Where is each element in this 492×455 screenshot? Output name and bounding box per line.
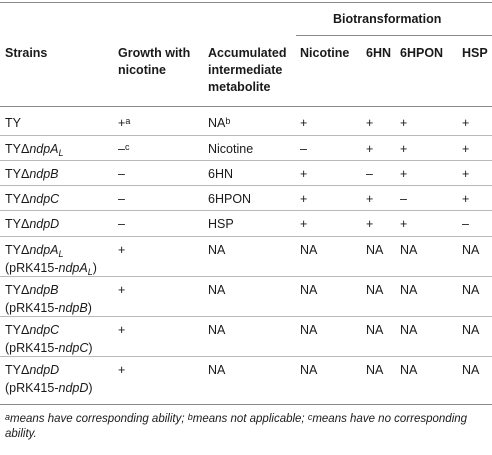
bio-cell-hsp: + bbox=[462, 192, 470, 206]
strain-base: TYΔ bbox=[5, 323, 30, 337]
bottom-rule bbox=[0, 404, 492, 405]
strain-gene-subscript: L bbox=[58, 249, 64, 259]
accum-cell bbox=[208, 142, 253, 157]
row-divider bbox=[0, 316, 492, 317]
strain-cell bbox=[5, 167, 59, 182]
bio-cell-nicotine: NA bbox=[300, 243, 318, 257]
growth-cell bbox=[118, 116, 130, 131]
bio-cell-hsp: NA bbox=[462, 363, 480, 377]
accum-cell bbox=[208, 243, 225, 258]
bio-cell-6hpon: + bbox=[400, 167, 408, 181]
footnote-mark: a bbox=[5, 412, 11, 422]
row-divider bbox=[0, 276, 492, 277]
bio-cell-nicotine: + bbox=[300, 192, 308, 206]
plasmid-prefix: (pRK415- bbox=[5, 261, 59, 275]
strain-cell bbox=[5, 192, 59, 207]
growth-cell bbox=[118, 217, 125, 232]
plasmid-gene: ndpD bbox=[58, 381, 89, 395]
row-divider bbox=[0, 356, 492, 357]
bio-cell-6hpon: – bbox=[400, 192, 407, 206]
bio-cell-nicotine: NA bbox=[300, 283, 318, 297]
strain-gene: ndpA bbox=[29, 142, 59, 156]
footnote-text: means not applicable; bbox=[192, 413, 308, 425]
accum-cell bbox=[208, 167, 233, 182]
footnote-text: means have no corresponding ability. bbox=[5, 413, 468, 440]
bio-cell-6hpon: NA bbox=[400, 363, 418, 377]
growth-footnote-mark: a bbox=[125, 116, 131, 126]
accum-value: NA bbox=[208, 323, 226, 337]
header-bio-6hpon: 6HPON bbox=[400, 46, 444, 60]
bio-cell-nicotine: + bbox=[300, 167, 308, 181]
growth-value: + bbox=[118, 116, 126, 130]
bio-cell-nicotine: + bbox=[300, 116, 308, 130]
bio-cell-hsp: + bbox=[462, 142, 470, 156]
row-divider bbox=[0, 135, 492, 136]
bio-cell-6hn: + bbox=[366, 116, 374, 130]
table-footnote bbox=[5, 412, 489, 442]
bio-cell-nicotine: + bbox=[300, 217, 308, 231]
strain-base: TYΔ bbox=[5, 167, 30, 181]
header-accum-line-3: metabolite bbox=[208, 80, 271, 94]
row-divider bbox=[0, 185, 492, 186]
header-rule bbox=[0, 106, 492, 107]
growth-value: – bbox=[118, 217, 125, 231]
strain-base: TYΔ bbox=[5, 217, 30, 231]
accum-cell bbox=[208, 283, 225, 298]
bio-cell-nicotine: – bbox=[300, 142, 307, 156]
bio-cell-6hn: + bbox=[366, 217, 374, 231]
strain-plasmid bbox=[5, 301, 92, 316]
header-bio-nicotine: Nicotine bbox=[300, 46, 350, 60]
strain-base: TYΔ bbox=[5, 192, 30, 206]
strain-cell bbox=[5, 323, 59, 338]
plasmid-suffix: ) bbox=[88, 341, 93, 355]
strain-gene: ndpC bbox=[29, 323, 60, 337]
bio-cell-nicotine: NA bbox=[300, 323, 318, 337]
bio-cell-6hpon: + bbox=[400, 142, 408, 156]
strain-cell bbox=[5, 217, 59, 232]
strain-gene: ndpB bbox=[29, 167, 59, 181]
bio-cell-6hn: – bbox=[366, 167, 373, 181]
plasmid-prefix: (pRK415- bbox=[5, 341, 59, 355]
strain-gene: ndpD bbox=[29, 217, 60, 231]
header-accum-line-2: intermediate bbox=[208, 63, 283, 77]
plasmid-gene: ndpB bbox=[58, 301, 88, 315]
bio-cell-hsp: NA bbox=[462, 323, 480, 337]
strain-cell bbox=[5, 283, 59, 298]
strain-gene: ndpD bbox=[29, 363, 60, 377]
accum-value: Nicotine bbox=[208, 142, 254, 156]
bio-cell-6hn: NA bbox=[366, 283, 384, 297]
growth-value: – bbox=[118, 167, 125, 181]
bio-cell-hsp: + bbox=[462, 116, 470, 130]
group-underline bbox=[296, 35, 492, 36]
accum-value: 6HPON bbox=[208, 192, 252, 206]
growth-cell bbox=[118, 243, 125, 258]
bio-cell-6hn: + bbox=[366, 192, 374, 206]
bio-cell-hsp: + bbox=[462, 167, 470, 181]
bio-cell-6hpon: NA bbox=[400, 243, 418, 257]
bio-cell-6hpon: NA bbox=[400, 323, 418, 337]
bio-cell-hsp: NA bbox=[462, 283, 480, 297]
accum-cell bbox=[208, 217, 234, 232]
accum-cell bbox=[208, 323, 225, 338]
strain-base: TYΔ bbox=[5, 243, 30, 257]
accum-cell bbox=[208, 116, 230, 131]
footnote-mark: c bbox=[307, 412, 313, 422]
plasmid-suffix: ) bbox=[87, 301, 92, 315]
row-divider bbox=[0, 210, 492, 211]
header-strains: Strains bbox=[5, 46, 48, 60]
growth-footnote-mark: c bbox=[124, 142, 130, 152]
accum-value: NA bbox=[208, 243, 226, 257]
plasmid-gene: ndpC bbox=[58, 341, 89, 355]
growth-cell bbox=[118, 323, 125, 338]
bio-cell-6hpon: NA bbox=[400, 283, 418, 297]
header-bio-hsp: HSP bbox=[462, 46, 488, 60]
top-rule bbox=[0, 2, 492, 3]
plasmid-prefix: (pRK415- bbox=[5, 381, 59, 395]
strain-base: TYΔ bbox=[5, 283, 30, 297]
plasmid-suffix: ) bbox=[88, 381, 93, 395]
header-growth-line-1: Growth with bbox=[118, 46, 191, 60]
bio-cell-6hn: NA bbox=[366, 363, 384, 377]
plasmid-prefix: (pRK415- bbox=[5, 301, 59, 315]
growth-value: + bbox=[118, 243, 126, 257]
strain-plasmid bbox=[5, 381, 93, 396]
strain-gene-subscript: L bbox=[58, 148, 64, 158]
row-divider bbox=[0, 160, 492, 161]
growth-value: + bbox=[118, 323, 126, 337]
strain-gene: ndpC bbox=[29, 192, 60, 206]
bio-cell-6hpon: + bbox=[400, 217, 408, 231]
bio-cell-hsp: NA bbox=[462, 243, 480, 257]
strain-plasmid bbox=[5, 341, 93, 356]
growth-cell bbox=[118, 283, 125, 298]
plasmid-suffix: ) bbox=[92, 261, 97, 275]
accum-cell bbox=[208, 192, 251, 207]
accum-cell bbox=[208, 363, 225, 378]
bio-cell-6hn: NA bbox=[366, 243, 384, 257]
bio-cell-6hpon: + bbox=[400, 116, 408, 130]
strain-gene: ndpA bbox=[29, 243, 59, 257]
plasmid-gene: ndpA bbox=[58, 261, 88, 275]
header-growth-line-2: nicotine bbox=[118, 63, 166, 77]
header-accum-line-1: Accumulated bbox=[208, 46, 287, 60]
strain-plasmid bbox=[5, 261, 97, 277]
bio-cell-6hn: + bbox=[366, 142, 374, 156]
header-group-biotransformation: Biotransformation bbox=[333, 12, 442, 26]
growth-cell bbox=[118, 192, 125, 207]
growth-cell bbox=[118, 363, 125, 378]
accum-value: NA bbox=[208, 363, 226, 377]
growth-cell bbox=[118, 142, 129, 157]
accum-value: NA bbox=[208, 116, 226, 130]
growth-value: + bbox=[118, 363, 126, 377]
bio-cell-hsp: – bbox=[462, 217, 469, 231]
accum-value: HSP bbox=[208, 217, 234, 231]
strain-gene: ndpB bbox=[29, 283, 59, 297]
growth-value: – bbox=[118, 142, 125, 156]
strain-base: TYΔ bbox=[5, 142, 30, 156]
footnote-mark: b bbox=[187, 412, 193, 422]
plasmid-gene-subscript: L bbox=[87, 267, 93, 277]
bio-cell-6hn: NA bbox=[366, 323, 384, 337]
growth-cell bbox=[118, 167, 125, 182]
strain-base: TY bbox=[5, 116, 21, 130]
strain-cell bbox=[5, 116, 21, 131]
strain-cell bbox=[5, 142, 64, 158]
row-divider bbox=[0, 236, 492, 237]
accum-value: NA bbox=[208, 283, 226, 297]
bio-cell-nicotine: NA bbox=[300, 363, 318, 377]
growth-value: + bbox=[118, 283, 126, 297]
header-bio-6hn: 6HN bbox=[366, 46, 392, 60]
footnote-text: means have corresponding ability; bbox=[10, 413, 188, 425]
accum-value: 6HN bbox=[208, 167, 234, 181]
strain-base: TYΔ bbox=[5, 363, 30, 377]
strain-cell bbox=[5, 243, 64, 259]
accum-footnote-mark: b bbox=[225, 116, 231, 126]
growth-value: – bbox=[118, 192, 125, 206]
strain-cell bbox=[5, 363, 59, 378]
